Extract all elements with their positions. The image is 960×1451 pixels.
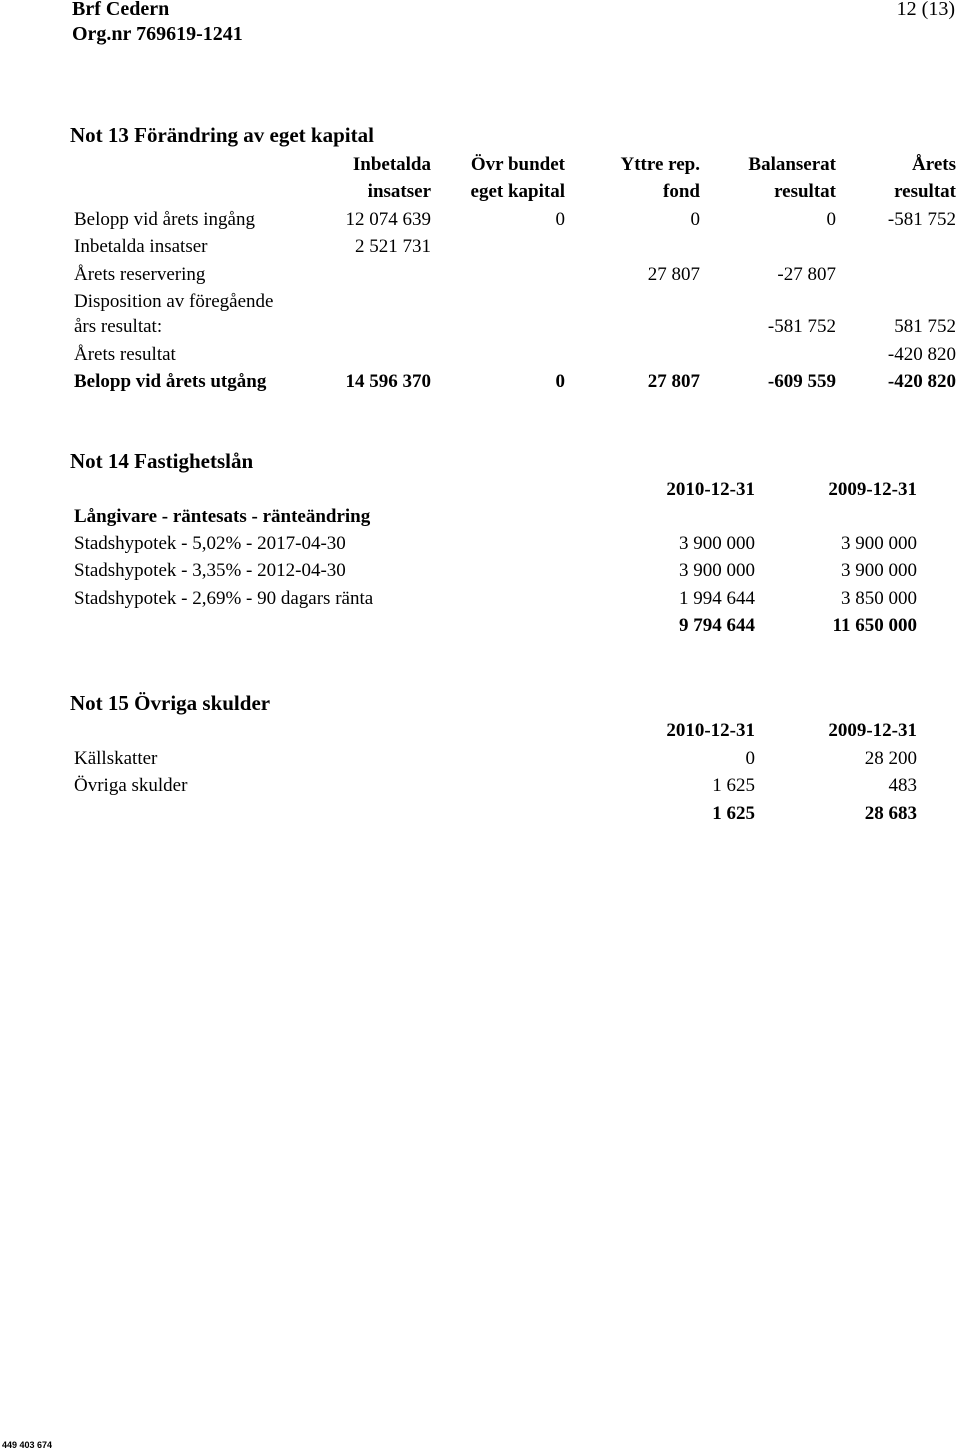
row-label: Stadshypotek - 3,35% - 2012-04-30 (74, 560, 346, 581)
cell-value: 3 900 000 (679, 560, 755, 581)
cell-value: 0 (826, 209, 836, 230)
col-header-line1: Yttre rep. (620, 154, 700, 175)
col-header-2010: 2010-12-31 (666, 720, 755, 741)
lender-subheader: Långivare - räntesats - ränteändring (74, 506, 371, 527)
cell-value: -581 752 (887, 209, 956, 230)
col-header-line1: Inbetalda (352, 154, 431, 175)
cell-value: 3 900 000 (841, 560, 917, 581)
org-number: Org.nr 769619-1241 (72, 23, 243, 45)
row-label: Belopp vid årets ingång (74, 209, 255, 230)
col-header-line1: Årets (912, 154, 956, 175)
cell-value: 3 900 000 (679, 533, 755, 554)
col-header-line2: resultat (774, 181, 836, 202)
cell-total: 14 596 370 (345, 371, 431, 392)
row-label: Årets resultat (74, 344, 176, 365)
row-label-continued: års resultat: (74, 316, 163, 337)
note-15-title: Not 15 Övriga skulder (70, 691, 271, 715)
cell-value: -420 820 (887, 344, 956, 365)
col-header-line2: fond (663, 181, 700, 202)
cell-value: 0 (745, 748, 755, 769)
cell-value: 28 200 (864, 748, 917, 769)
row-label: Stadshypotek - 2,69% - 90 dagars ränta (74, 588, 374, 609)
row-label: Disposition av föregående (74, 291, 274, 312)
cell-value: 27 807 (647, 264, 700, 285)
cell-total: 0 (555, 371, 565, 392)
cell-value: 1 994 644 (679, 588, 755, 609)
col-header-line2: resultat (894, 181, 956, 202)
cell-total: -609 559 (767, 371, 836, 392)
cell-value: -581 752 (767, 316, 836, 337)
cell-value: 1 625 (712, 775, 755, 796)
total-2010: 9 794 644 (679, 615, 755, 636)
total-2009: 28 683 (864, 803, 917, 824)
row-label-total: Belopp vid årets utgång (74, 371, 267, 392)
total-2010: 1 625 (712, 803, 755, 824)
cell-value: 3 850 000 (841, 588, 917, 609)
col-header-2009: 2009-12-31 (828, 720, 917, 741)
row-label: Inbetalda insatser (74, 236, 208, 257)
col-header-line2: eget kapital (470, 181, 565, 202)
cell-value: 12 074 639 (345, 209, 431, 230)
col-header-line1: Övr bundet (470, 154, 565, 175)
cell-value: 0 (555, 209, 565, 230)
col-header-line1: Balanserat (748, 154, 836, 175)
row-label: Källskatter (74, 748, 158, 769)
row-label: Övriga skulder (74, 775, 188, 796)
col-header-2010: 2010-12-31 (666, 479, 755, 500)
row-label: Stadshypotek - 5,02% - 2017-04-30 (74, 533, 346, 554)
cell-value: 3 900 000 (841, 533, 917, 554)
cell-value: 483 (888, 775, 917, 796)
footer-code: 449 403 674 (2, 1440, 53, 1450)
company-name: Brf Cedern (72, 0, 170, 20)
cell-value: 2 521 731 (355, 236, 431, 257)
cell-value: 0 (690, 209, 700, 230)
cell-total: 27 807 (647, 371, 700, 392)
cell-total: -420 820 (887, 371, 956, 392)
note-14-title: Not 14 Fastighetslån (70, 449, 254, 473)
note-13-title: Not 13 Förändring av eget kapital (70, 123, 374, 147)
row-label: Årets reservering (74, 264, 206, 285)
cell-value: 581 752 (894, 316, 956, 337)
col-header-line2: insatser (367, 181, 431, 202)
cell-value: -27 807 (777, 264, 836, 285)
col-header-2009: 2009-12-31 (828, 479, 917, 500)
page-number: 12 (13) (896, 0, 955, 20)
total-2009: 11 650 000 (832, 615, 917, 636)
